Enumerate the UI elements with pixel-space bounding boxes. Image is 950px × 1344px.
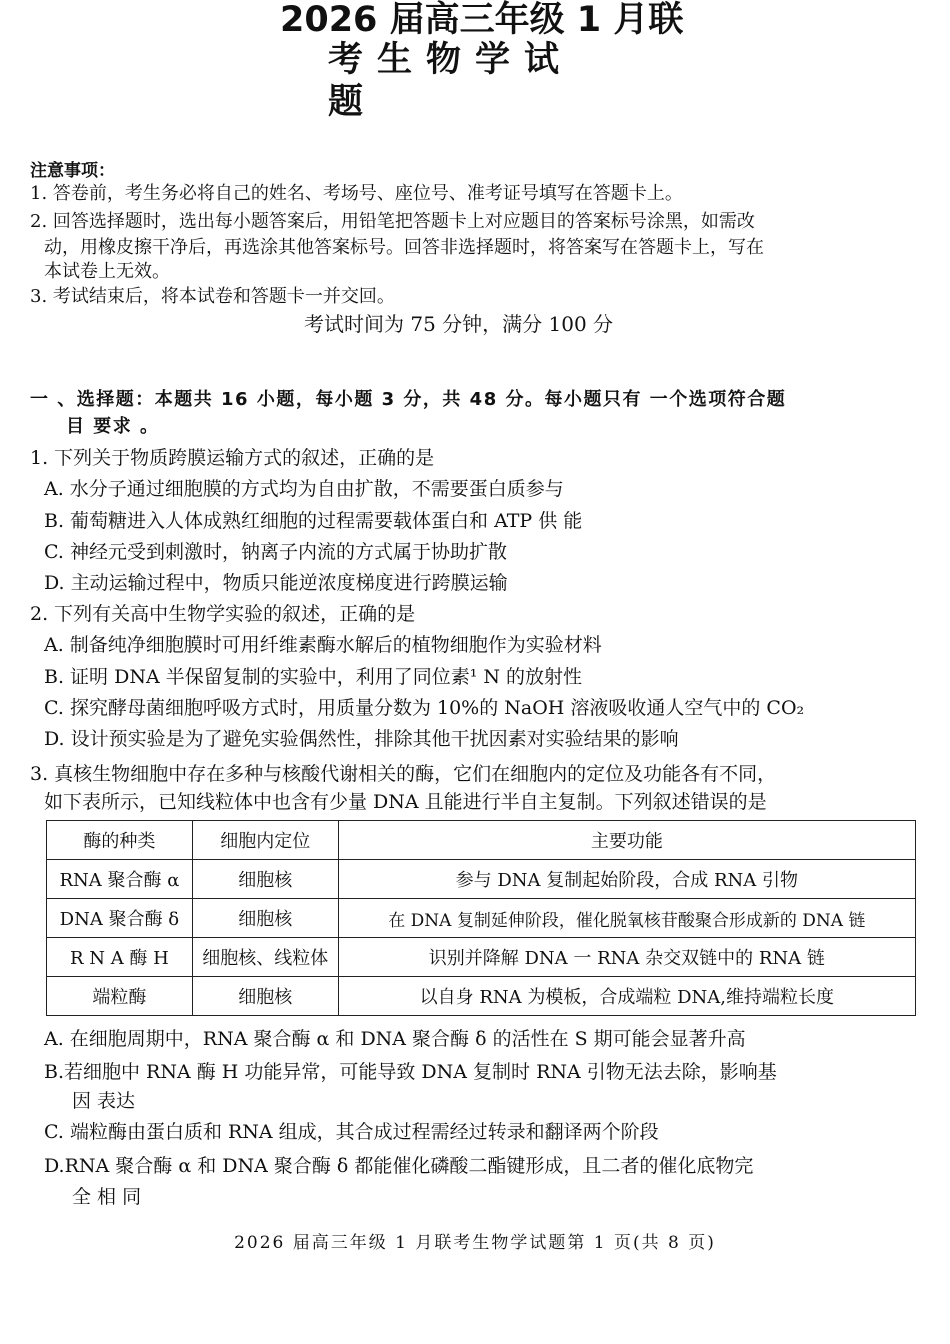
q3-stem-line2: 如下表所示，已知线粒体中也含有少量 DNA 且能进行半自主复制。下列叙述错误的是 (44, 791, 767, 813)
table-cell: 细胞核 (192, 860, 338, 899)
exam-title-line2: 考生物学试 (328, 40, 574, 80)
table-row (47, 899, 916, 938)
enzyme-table (46, 820, 916, 1016)
q3-option-b-line2: 因 表达 (72, 1090, 136, 1112)
q2-option-c: C. 探究酵母菌细胞呼吸方式时，用质量分数为 10%的 NaOH 溶液吸收通人空气中的 CO₂ (44, 697, 805, 719)
table-row (47, 938, 916, 977)
notice-item-3: 3. 考试结束后，将本试卷和答题卡一并交回。 (30, 286, 395, 307)
table-header-cell: 酶的种类 (47, 821, 193, 860)
page-footer: 2026 届高三年级 1 月联考生物学试题第 1 页(共 8 页) (234, 1233, 716, 1253)
q2-option-a: A. 制备纯净细胞膜时可用纤维素酶水解后的植物细胞作为实验材料 (44, 634, 602, 656)
q3-option-d-line1: D.RNA 聚合酶 α 和 DNA 聚合酶 δ 都能催化磷酸二酯键形成，且二者的催化底物完 (44, 1155, 754, 1177)
table-header-cell: 主要功能 (338, 821, 915, 860)
q3-option-b-line1: B.若细胞中 RNA 酶 H 功能异常，可能导致 DNA 复制时 RNA 引物无法去除，影响基 (44, 1061, 777, 1083)
notice-item-1: 1. 答卷前，考生务必将自己的姓名、考场号、座位号、准考证号填写在答题卡上。 (30, 183, 683, 204)
exam-title-line3: 题 (328, 82, 364, 122)
table-cell: RNA 聚合酶 α (47, 860, 193, 899)
q3-stem-line1: 3. 真核生物细胞中存在多种与核酸代谢相关的酶，它们在细胞内的定位及功能各有不同， (30, 763, 777, 785)
table-cell: DNA 聚合酶 δ (47, 899, 193, 938)
section-heading-line2: 目 要求 。 (66, 416, 160, 437)
q1-stem: 1. 下列关于物质跨膜运输方式的叙述，正确的是 (30, 447, 435, 469)
table-row (47, 860, 916, 899)
q3-option-a: A. 在细胞周期中，RNA 聚合酶 α 和 DNA 聚合酶 δ 的活性在 S 期可能会显著升高 (44, 1028, 746, 1050)
q2-option-b: B. 证明 DNA 半保留复制的实验中，利用了同位素¹ N 的放射性 (44, 666, 583, 688)
q1-option-c: C. 神经元受到刺激时，钠离子内流的方式属于协助扩散 (44, 541, 507, 563)
section-heading-line1: 一 、选择题：本题共 16 小题，每小题 3 分，共 48 分。每小题只有 一个选项符合题 (30, 389, 787, 410)
table-cell: 细胞核 (192, 977, 338, 1016)
table-cell: 识别并降解 DNA 一 RNA 杂交双链中的 RNA 链 (338, 938, 915, 977)
table-header-row (47, 821, 916, 860)
table-cell: 在 DNA 复制延伸阶段，催化脱氧核苷酸聚合形成新的 DNA 链 (338, 899, 915, 938)
notice-item-2-line2: 动，用橡皮擦干净后，再选涂其他答案标号。回答非选择题时，将答案写在答题卡上，写在 (44, 237, 764, 258)
table-cell: 细胞核 (192, 899, 338, 938)
notice-item-2-line1: 2. 回答选择题时，选出每小题答案后，用铅笔把答题卡上对应题目的答案标号涂黑，如需改 (30, 211, 755, 232)
table-row (47, 977, 916, 1016)
table-cell: R N A 酶 H (47, 938, 193, 977)
table-cell: 参与 DNA 复制起始阶段，合成 RNA 引物 (338, 860, 915, 899)
section-heading (30, 386, 922, 440)
notice-heading: 注意事项： (30, 161, 115, 181)
q3-option-c: C. 端粒酶由蛋白质和 RNA 组成，其合成过程需经过转录和翻译两个阶段 (44, 1121, 659, 1143)
q3-option-d-line2: 全 相 同 (72, 1186, 142, 1208)
table-cell: 以自身 RNA 为模板，合成端粒 DNA,维持端粒长度 (338, 977, 915, 1016)
q2-option-d: D. 设计预实验是为了避免实验偶然性，排除其他干扰因素对实验结果的影响 (44, 728, 679, 750)
q1-option-b: B. 葡萄糖进入人体成熟红细胞的过程需要载体蛋白和 ATP 供 能 (44, 510, 583, 532)
table-cell: 细胞核、线粒体 (192, 938, 338, 977)
q2-stem: 2. 下列有关高中生物学实验的叙述，正确的是 (30, 603, 416, 625)
table-header-cell: 细胞内定位 (192, 821, 338, 860)
q1-option-a: A. 水分子通过细胞膜的方式均为自由扩散，不需要蛋白质参与 (44, 478, 564, 500)
table-cell: 端粒酶 (47, 977, 193, 1016)
exam-title-line1: 2026 届高三年级 1 月联 (280, 0, 684, 40)
exam-time: 考试时间为 75 分钟，满分 100 分 (304, 312, 614, 336)
notice-item-2-line3: 本试卷上无效。 (44, 261, 170, 282)
q1-option-d: D. 主动运输过程中，物质只能逆浓度梯度进行跨膜运输 (44, 572, 508, 594)
